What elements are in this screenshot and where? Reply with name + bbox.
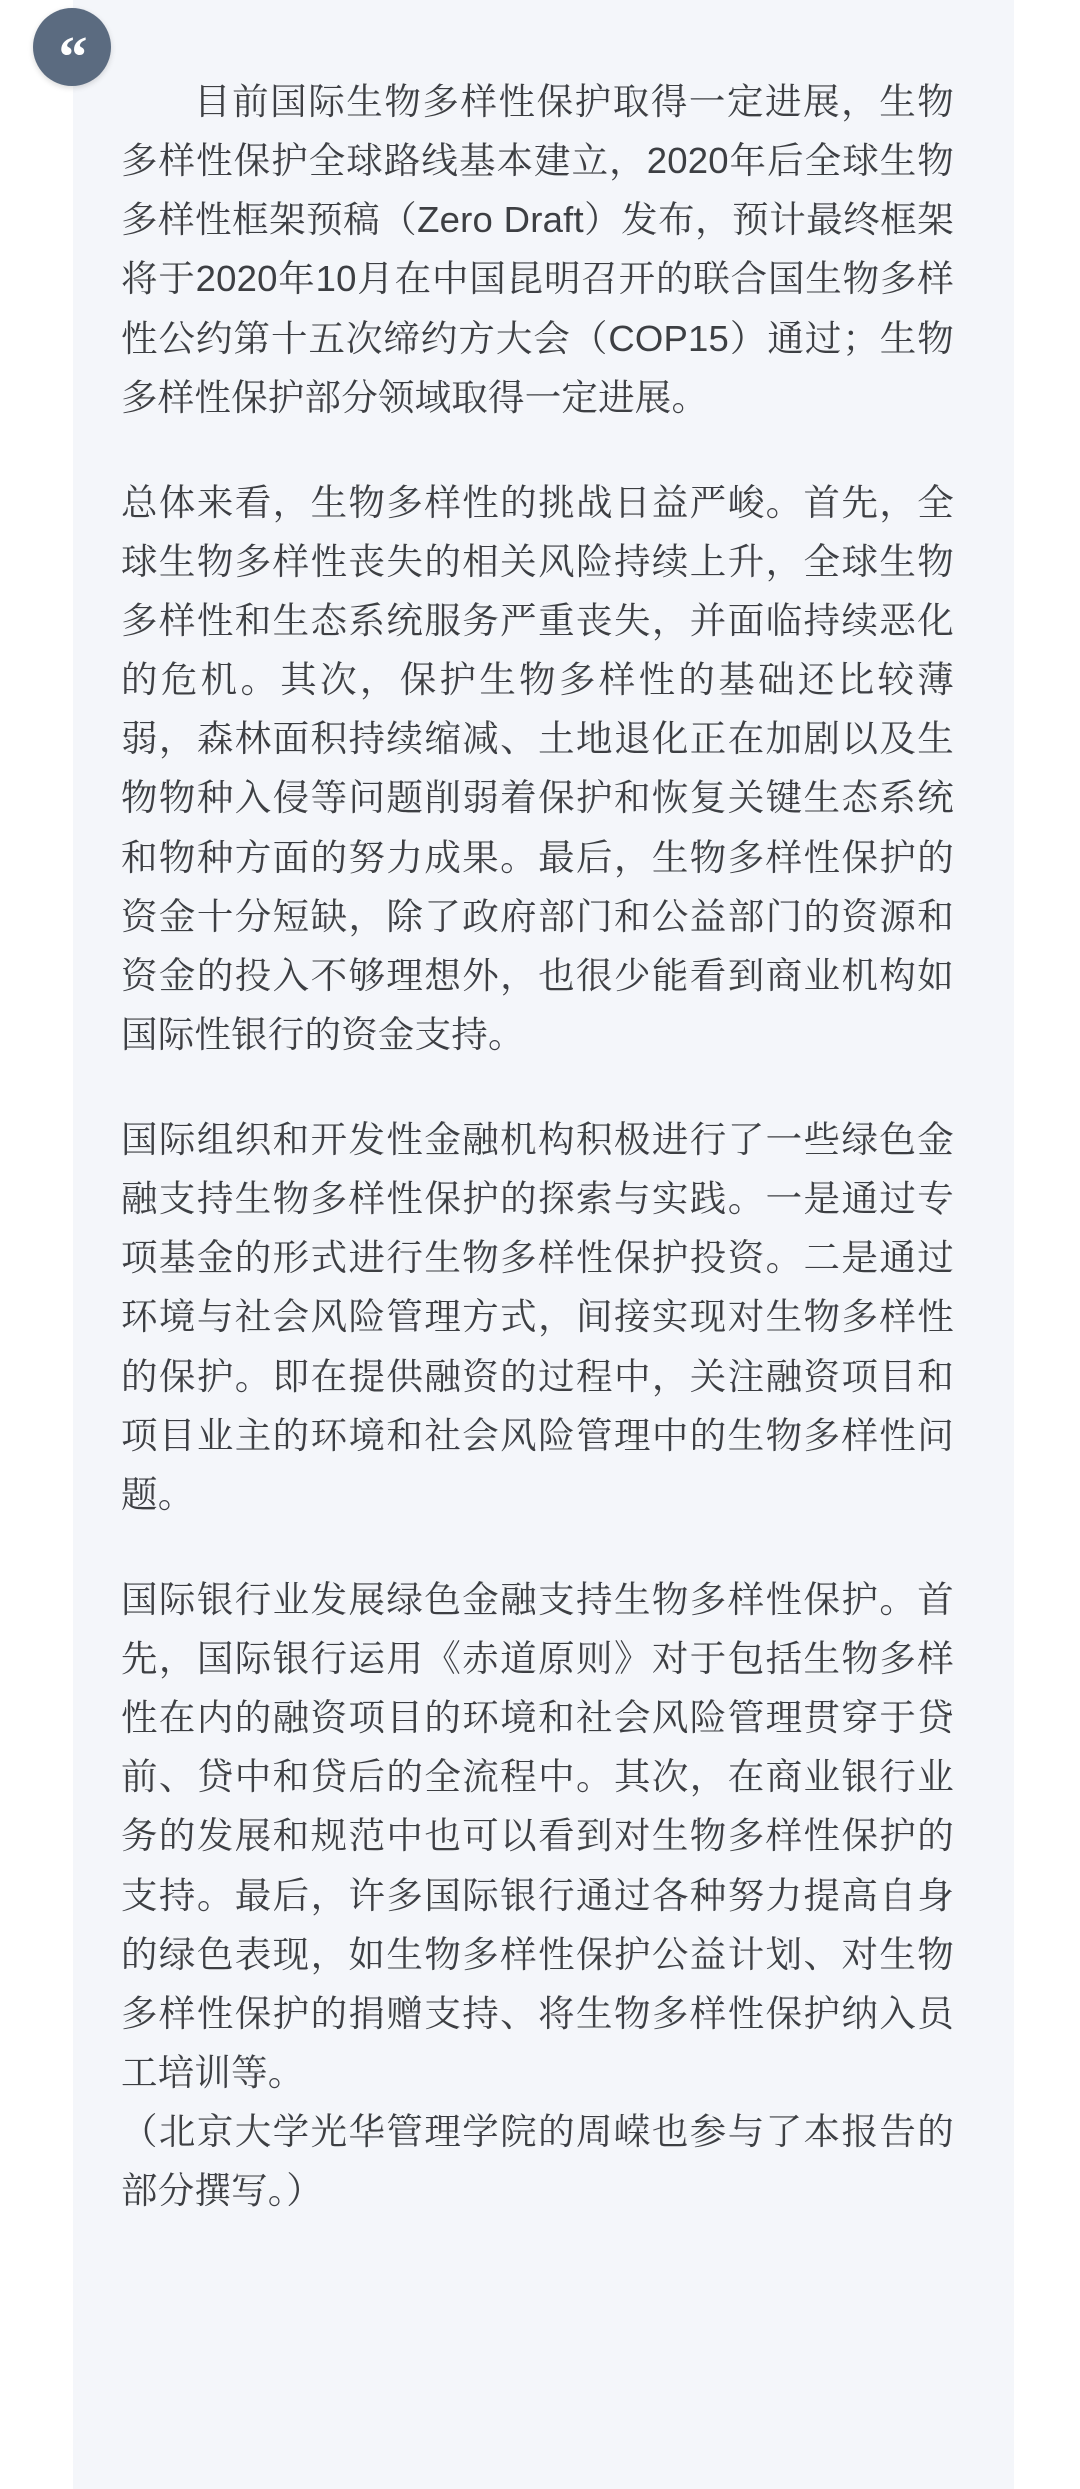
quote-mark-icon (33, 8, 111, 89)
paragraph-2: 总体来看，生物多样性的挑战日益严峻。首先，全球生物多样性丧失的相关风险持续上升，全球生物多样性和生态系统服务严重丧失，并面临持续恶化的危机。其次，保护生物多样性的基础还比较薄弱，森林面积持续缩减、土地退化正在加剧以及生物物种入侵等问题削弱着保护和恢复关键生态系统和物种方面的努力成果。最后，生物多样性保护的资金十分短缺，除了政府部门和公益部门的资源和资金的投入不够理想外，也很少能看到商业机构如国际性银行的资金支持。 (121, 481, 954, 1055)
paragraph-1: 目前国际生物多样性保护取得一定进展，生物多样性保护全球路线基本建立，2020年后全球生物多样性框架预稿（Zero Draft）发布，预计最终框架将于2020年10月在中国昆明召开的联合国生物多样性公约第十五次缔约方大会（COP15）通过；生物多样性保护部分领域取得一定进展。 (121, 81, 954, 418)
paragraph-4: 国际银行业发展绿色金融支持生物多样性保护。首先，国际银行运用《赤道原则》对于包括生物多样性在内的融资项目的环境和社会风险管理贯穿于贷前、贷中和贷后的全流程中。其次，在商业银行业务的发展和规范中也可以看到对生物多样性保护的支持。最后，许多国际银行通过各种努力提高自身的绿色表现，如生物多样性保护公益计划、对生物多样性保护的捐赠支持、将生物多样性保护纳入员工培训等。 (121, 1578, 954, 2093)
paragraph-5: （北京大学光华管理学院的周嵘也参与了本报告的部分撰写。） (121, 2111, 954, 2212)
paragraph-3: 国际组织和开发性金融机构积极进行了一些绿色金融支持生物多样性保护的探索与实践。一是通过专项基金的形式进行生物多样性保护投资。二是通过环境与社会风险管理方式，间接实现对生物多样性的保护。即在提供融资的过程中，关注融资项目和项目业主的环境和社会风险管理中的生物多样性问题。 (121, 1119, 954, 1515)
quote-card (58, 0, 1014, 2489)
quote-glyph: “ (58, 24, 86, 89)
article-body (121, 72, 954, 2220)
